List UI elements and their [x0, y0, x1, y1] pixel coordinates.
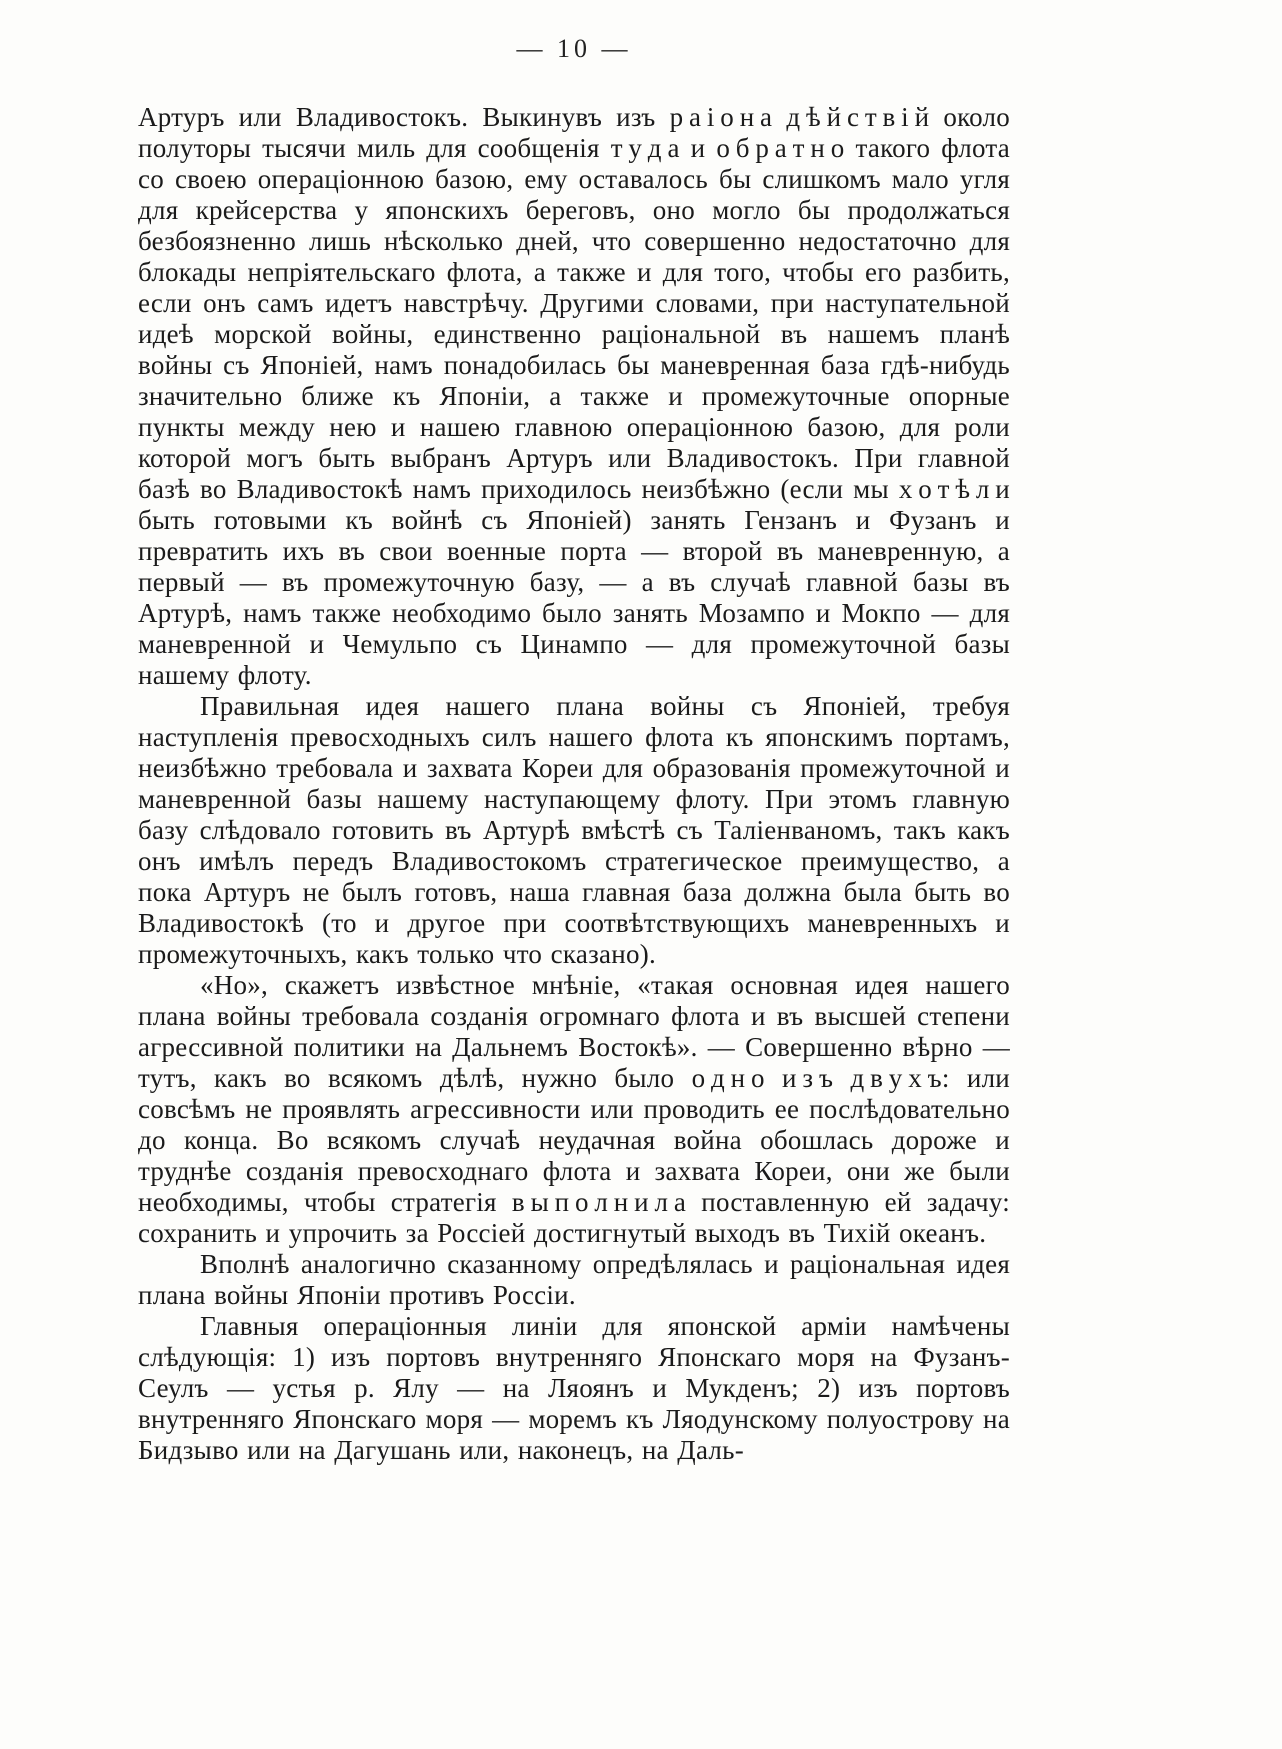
paragraph: Артуръ или Владивостокъ. Выкинувъ изъ р а і о н а д ѣ й с т в і й около полуторы тысячи миль для сообщенія т у д а и о б р а т н о такого флота со своею операціонною базою, ему оставалось бы слишкомъ мало угля для крейсерства у японскихъ береговъ, оно могло бы продолжаться безбоязненно лишь нѣсколько дней, что совершенно недостаточно для блокады непріятельскаго флота, а также и для того, чтобы его разбить, если онъ самъ идетъ навстрѣчу. Другими словами, при наступательной идеѣ морской войны, единственно раціональной въ нашемъ планѣ войны съ Японіей, намъ понадобилась бы маневренная база гдѣ-нибудь значительно ближе къ Японіи, а также и промежуточные опорные пункты между нею и нашею главною операціонною базою, для роли которой могъ быть выбранъ Артуръ или Владивостокъ. При главной базѣ во Владивостокѣ намъ приходилось неизбѣжно (если мы х о т ѣ л и быть готовыми къ войнѣ съ Японіей) занять Гензанъ и Фузанъ и превратить ихъ въ свои военные порта — второй въ маневренную, а первый — въ промежуточную базу, — а въ случаѣ главной базы въ Артурѣ, намъ также необходимо было занять Мозампо и Мокпо — для маневренной и Чемульпо съ Цинампо — для промежуточной базы нашему флоту.: [138, 102, 1010, 690]
paragraph: Правильная идея нашего плана войны съ Японіей, требуя наступленія превосходныхъ силъ нашего флота къ японскимъ портамъ, неизбѣжно требовала и захвата Кореи для образованія промежуточной и маневренной базы нашему наступающему флоту. При этомъ главную базу слѣдовало готовить въ Артурѣ вмѣстѣ съ Таліенваномъ, такъ какъ онъ имѣлъ передъ Владивостокомъ стратегическое преимущество, а пока Артуръ не былъ готовъ, наша главная база должна была быть во Владивостокѣ (то и другое при соотвѣтствующихъ маневренныхъ и промежуточныхъ, какъ только что сказано).: [138, 691, 1010, 969]
paragraph: Главныя операціонныя линіи для японской арміи намѣчены слѣдующія: 1) изъ портовъ внутренняго Японскаго моря на Фузанъ-Сеулъ — устья р. Ялу — на Ляоянъ и Мукденъ; 2) изъ портовъ внутренняго Японскаго моря — моремъ къ Ляодунскому полуострову на Бидзыво или на Дагушань или, наконецъ, на Даль-: [138, 1311, 1010, 1465]
paragraph: Вполнѣ аналогично сказанному опредѣлялась и раціональная идея плана войны Японіи противъ Россіи.: [138, 1249, 1010, 1310]
page-body: [138, 102, 1010, 1466]
page-number: — 10 —: [516, 34, 632, 63]
paragraph: «Но», скажетъ извѣстное мнѣніе, «такая основная идея нашего плана войны требовала созданія огромнаго флота и въ высшей степени агрессивной политики на Дальнемъ Востокѣ». — Совершенно вѣрно — тутъ, какъ во всякомъ дѣлѣ, нужно было о д н о и з ъ д в у х ъ: или совсѣмъ не проявлять агрессивности или проводить ее послѣдовательно до конца. Во всякомъ случаѣ неудачная война обошлась дороже и труднѣе созданія превосходнаго флота и захвата Кореи, они же были необходимы, чтобы стратегія в ы п о л н и л а поставленную ей задачу: сохранить и упрочить за Россіей достигнутый выходъ въ Тихій океанъ.: [138, 970, 1010, 1248]
